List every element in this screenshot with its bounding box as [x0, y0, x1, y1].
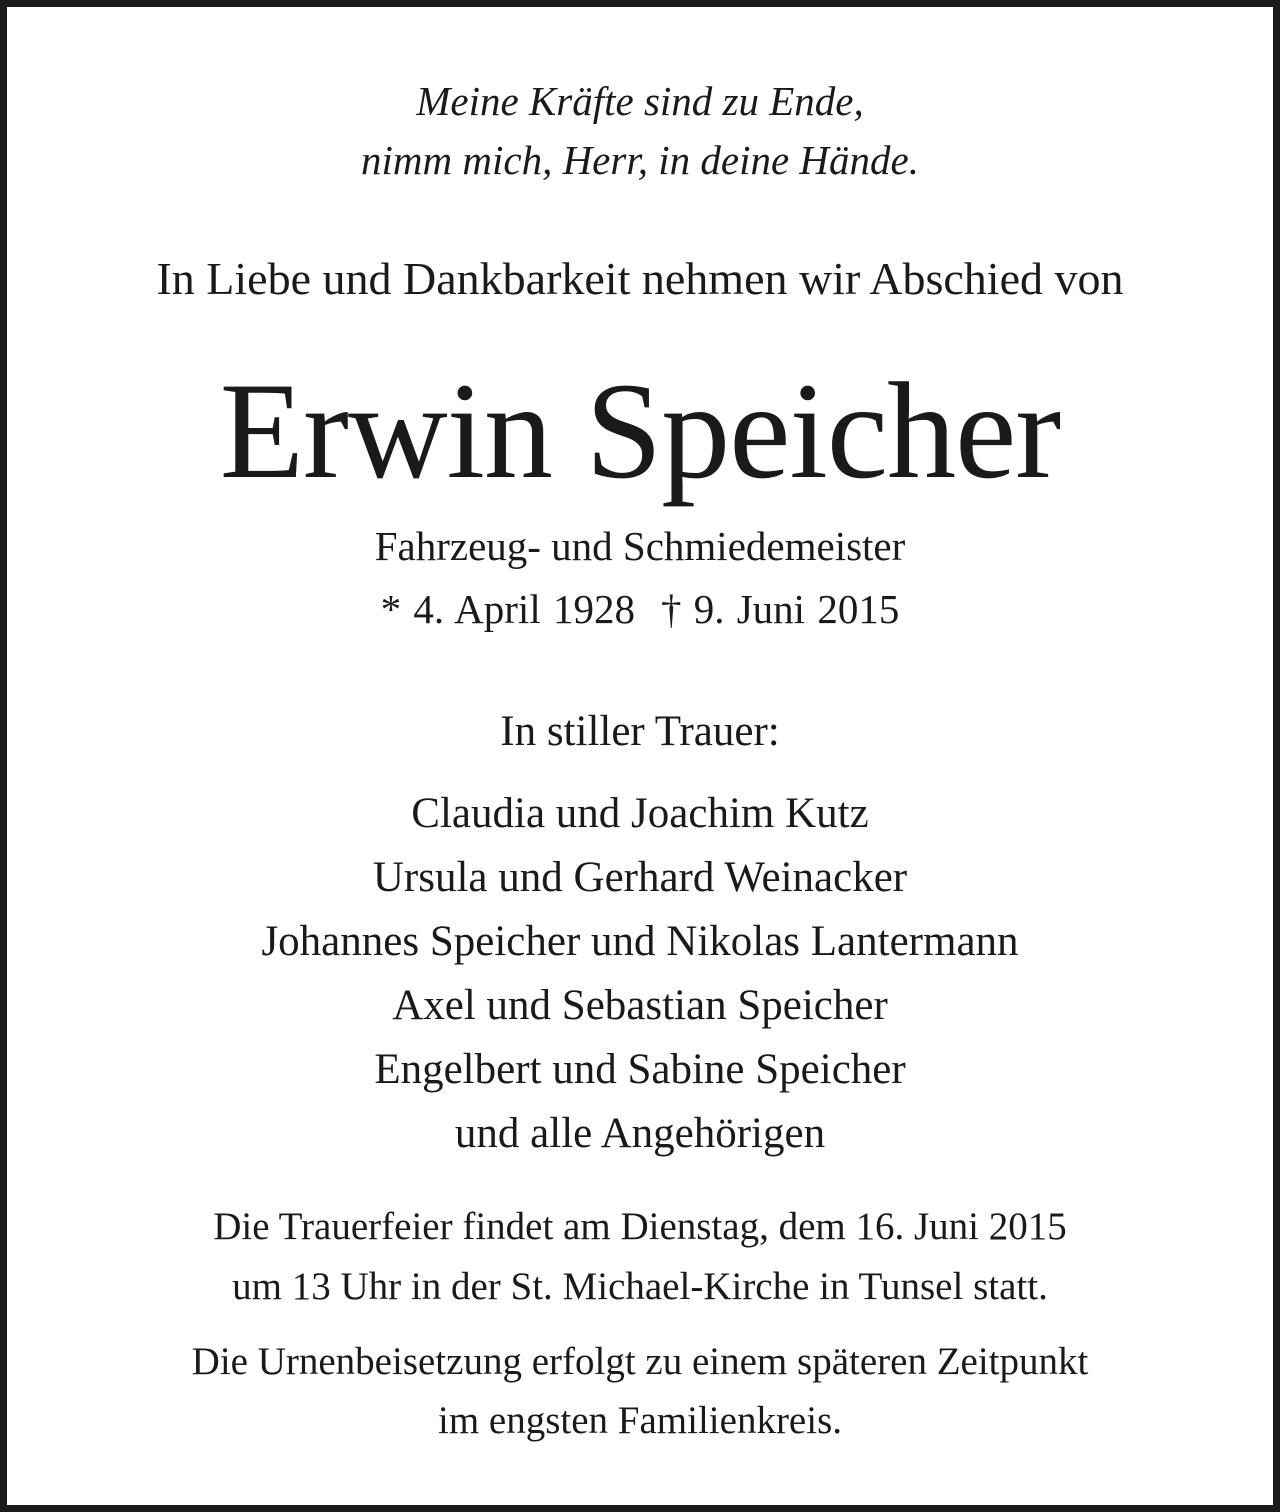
- burial-line-2: im engsten Familienkreis.: [437, 1399, 842, 1442]
- life-dates: [7, 586, 1273, 632]
- deceased-name: Erwin Speicher: [219, 354, 1061, 507]
- mourner-line: Axel und Sebastian Speicher: [392, 982, 888, 1029]
- mourner-line: Engelbert und Sabine Speicher: [374, 1046, 906, 1093]
- mourning-heading: In stiller Trauer:: [500, 708, 780, 755]
- birth-date: * 4. April 1928: [380, 586, 635, 632]
- mourner-line: Johannes Speicher und Nikolas Lantermann: [261, 918, 1019, 965]
- death-date: † 9. Juni 2015: [660, 586, 900, 632]
- profession: Fahrzeug- und Schmiedemeister: [374, 523, 906, 569]
- intro-text: In Liebe und Dankbarkeit nehmen wir Abschied von: [156, 253, 1124, 304]
- motto-line-2: nimm mich, Herr, in deine Hände.: [361, 137, 919, 183]
- mourner-line: und alle Angehörigen: [454, 1110, 826, 1157]
- burial-line-1: Die Urnenbeisetzung erfolgt zu einem späteren Zeitpunkt: [191, 1340, 1089, 1383]
- motto-line-1: Meine Kräfte sind zu Ende,: [416, 78, 864, 124]
- mourner-line: Claudia und Joachim Kutz: [411, 790, 869, 837]
- service-line-1: Die Trauerfeier findet am Dienstag, dem 16. Juni 2015: [213, 1205, 1067, 1248]
- mourner-line: Ursula und Gerhard Weinacker: [372, 854, 908, 901]
- service-line-2: um 13 Uhr in der St. Michael-Kirche in Tunsel statt.: [232, 1265, 1048, 1308]
